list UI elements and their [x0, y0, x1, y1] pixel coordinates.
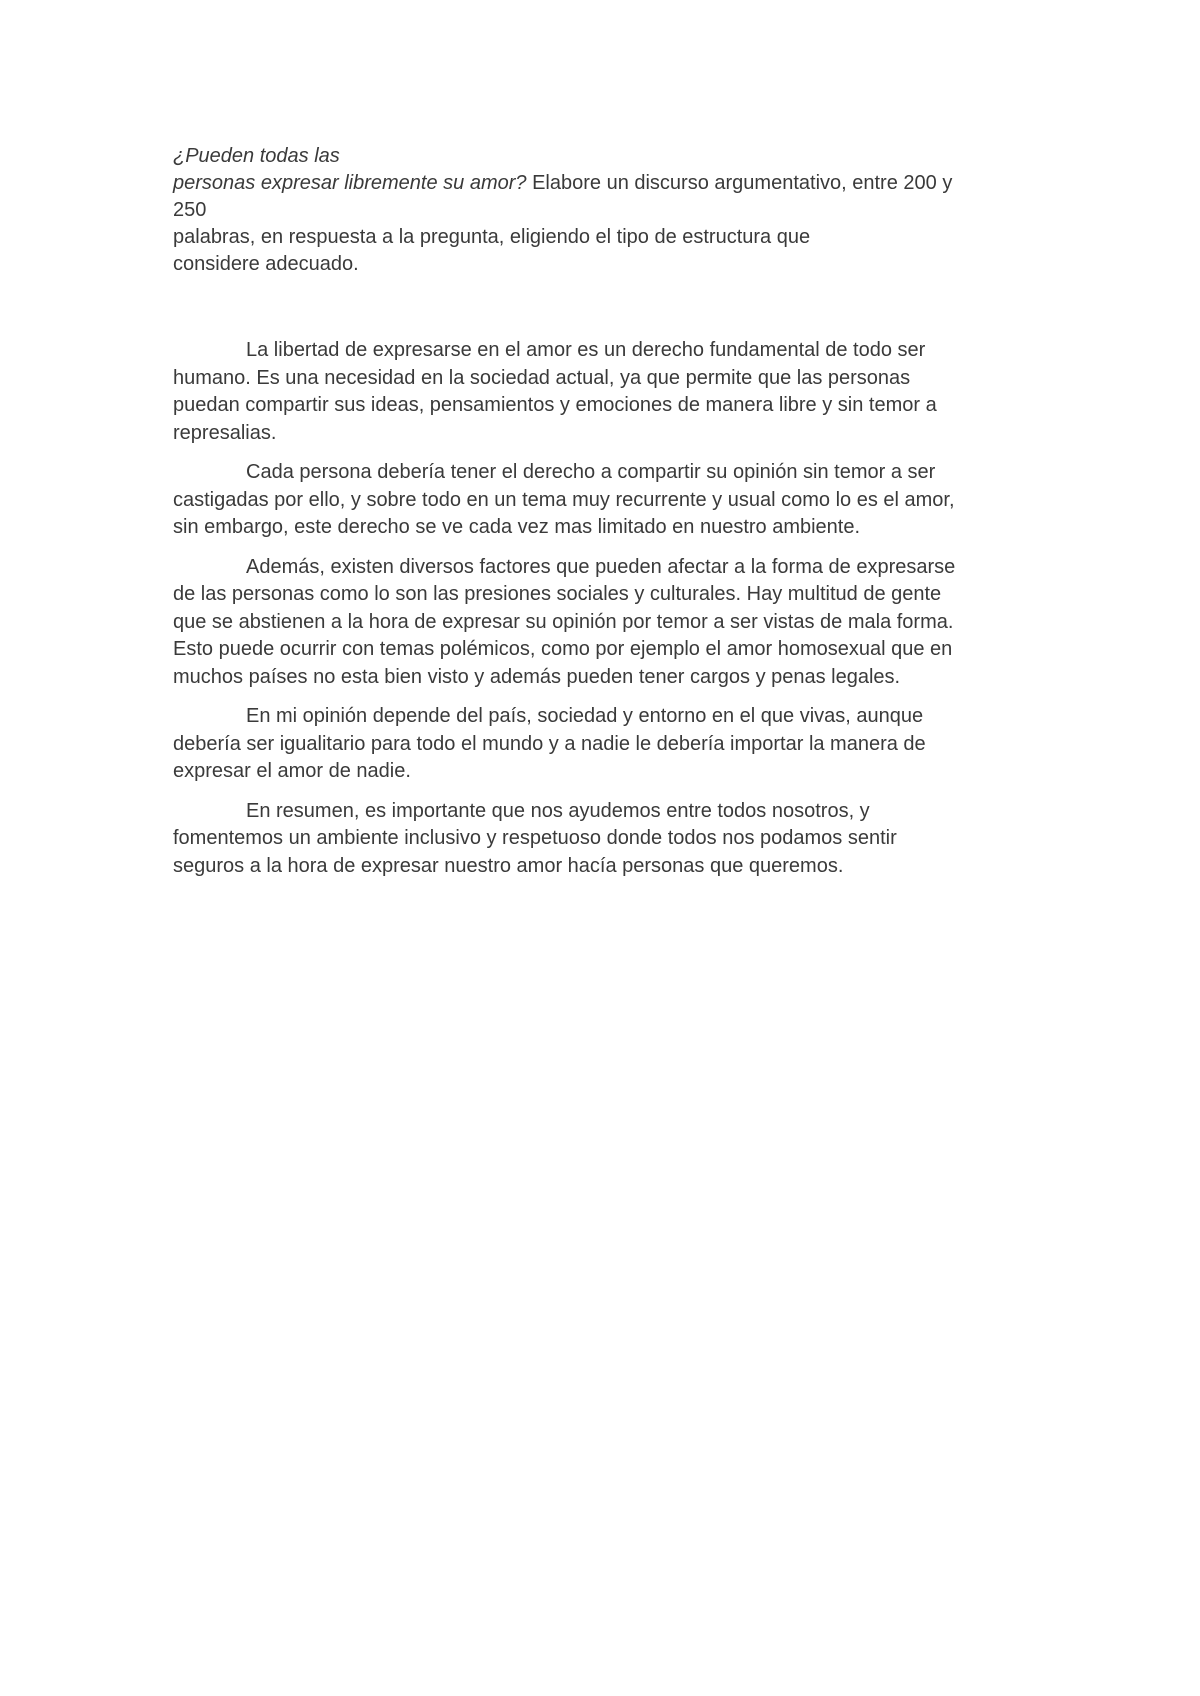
prompt-instruction-start: Elabore un discurso argumentativo, entre 200 y [526, 172, 953, 194]
essay-paragraph-2 [173, 459, 1043, 542]
essay-paragraph-1 [173, 337, 1043, 447]
essay-line: fomentemos un ambiente inclusivo y respetuoso donde todos nos podamos sentir [173, 827, 897, 849]
essay-line: seguros a la hora de expresar nuestro amor hacía personas que queremos. [173, 854, 844, 877]
prompt-question-part-1: ¿Pueden todas las [173, 145, 340, 167]
essay-line: Esto puede ocurrir con temas polémicos, como por ejemplo el amor homosexual que en [173, 638, 953, 660]
essay-line: En resumen, es importante que nos ayudemos entre todos nosotros, y [246, 799, 870, 822]
essay-line: puedan compartir sus ideas, pensamientos y emociones de manera libre y sin temor a [173, 394, 937, 416]
essay-line: sin embargo, este derecho se ve cada vez mas limitado en nuestro ambiente. [173, 516, 861, 538]
prompt-line-2 [173, 170, 1053, 197]
essay-line: que se abstienen a la hora de expresar su opinión por temor a ser vistas de mala forma. [173, 610, 954, 633]
essay-body [173, 337, 1043, 892]
prompt-question-part-2: personas expresar libremente su amor? [173, 172, 527, 194]
essay-line: humano. Es una necesidad en la sociedad actual, ya que permite que las personas [173, 366, 911, 389]
prompt-line-5: considere adecuado. [173, 253, 359, 275]
essay-line: expresar el amor de nadie. [173, 760, 411, 782]
essay-line: castigadas por ello, y sobre todo en un tema muy recurrente y usual como lo es el amor, [173, 488, 955, 511]
essay-line: muchos países no esta bien visto y además pueden tener cargos y penas legales. [173, 665, 901, 688]
essay-line: de las personas como lo son las presiones sociales y culturales. Hay multitud de gente [173, 583, 942, 605]
prompt-line-3: 250 [173, 199, 207, 221]
essay-line: La libertad de expresarse en el amor es un derecho fundamental de todo ser [246, 339, 926, 361]
essay-paragraph-3 [173, 554, 1043, 692]
prompt-line-1 [173, 143, 1053, 170]
essay-line: debería ser igualitario para todo el mundo y a nadie le debería importar la manera de [173, 732, 926, 755]
essay-paragraph-5 [173, 798, 1043, 881]
essay-line: Cada persona debería tener el derecho a compartir su opinión sin temor a ser [246, 461, 936, 483]
essay-line: Además, existen diversos factores que pueden afectar a la forma de expresarse [246, 555, 956, 578]
assignment-prompt [173, 143, 1053, 278]
essay-paragraph-4 [173, 703, 1043, 786]
essay-line: En mi opinión depende del país, sociedad y entorno en el que vivas, aunque [246, 705, 924, 727]
essay-line: represalias. [173, 421, 277, 444]
prompt-line-4: palabras, en respuesta a la pregunta, eligiendo el tipo de estructura que [173, 226, 811, 248]
